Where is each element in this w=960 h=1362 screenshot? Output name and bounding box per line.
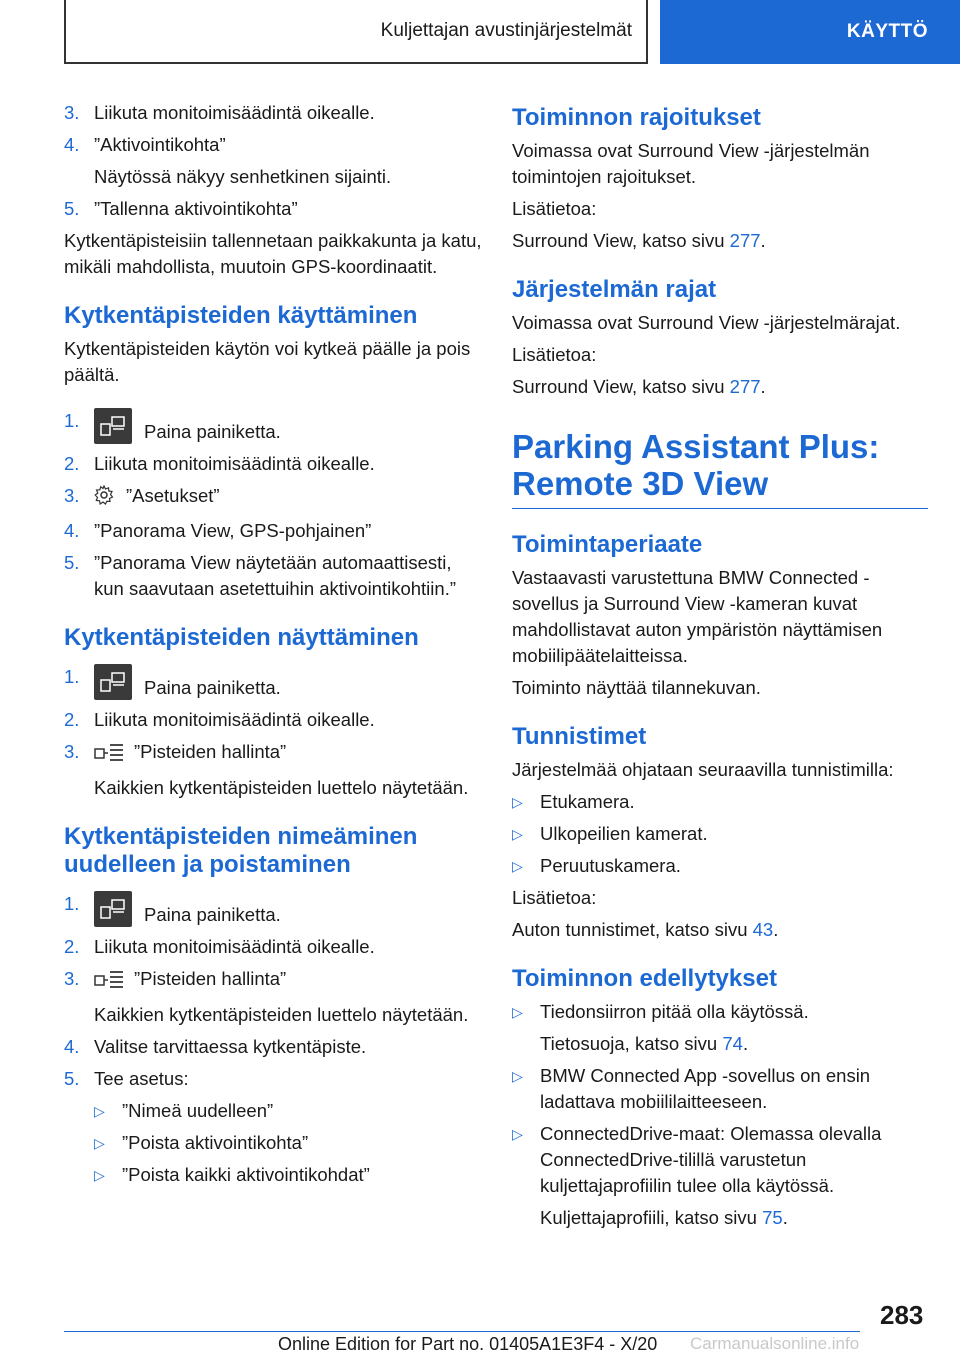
list-item: ▷ Peruutuskamera. — [512, 853, 928, 879]
page-link[interactable]: 75 — [762, 1207, 783, 1228]
paragraph: Voimassa ovat Surround View -järjestelmärajat. — [512, 312, 901, 333]
panorama-button-icon — [94, 664, 132, 700]
list-item: 1. Paina painiketta. — [64, 410, 281, 442]
page-link[interactable]: 277 — [729, 230, 761, 251]
list-item: ▷ Etukamera. — [512, 789, 928, 815]
paragraph: Lisätietoa: — [512, 887, 597, 908]
panorama-button-icon — [94, 891, 132, 927]
paragraph: Kytkentäpisteisiin tallennetaan paikkakunta ja katu, mikäli mahdollista, muutoin GPS-koordinaatit. — [64, 230, 482, 277]
section-heading: Toiminnon edellytykset — [512, 965, 777, 992]
step-note: Näytössä näkyy senhetkinen sijainti. — [94, 166, 392, 187]
triangle-bullet-icon: ▷ — [512, 1068, 523, 1084]
step-note: Kaikkien kytkentäpisteiden luettelo näytetään. — [94, 1004, 469, 1025]
page-link[interactable]: 74 — [722, 1033, 743, 1054]
page-link[interactable]: 277 — [729, 376, 761, 397]
list-item: 3. ”Pisteiden hallinta” — [64, 966, 482, 996]
section-heading: Kytkentäpisteiden näyttäminen — [64, 624, 419, 651]
section-heading: Toiminnon rajoitukset — [512, 104, 761, 131]
list-item: 4. ”Panorama View, GPS-pohjainen” — [64, 520, 372, 541]
paragraph: Lisätietoa: — [512, 198, 597, 219]
list-item: ▷ ”Poista aktivointikohta” — [64, 1130, 482, 1156]
list-item: 5. ”Tallenna aktivointikohta” — [64, 198, 298, 219]
cross-reference: Auton tunnistimet, katso sivu 43. — [512, 919, 779, 940]
list-item: ▷ BMW Connected App -sovellus on ensin ladattava mobiililaitteeseen. — [512, 1063, 928, 1115]
triangle-bullet-icon: ▷ — [512, 794, 523, 810]
paragraph: Voimassa ovat Surround View -järjestelmän toimintojen rajoitukset. — [512, 140, 870, 187]
panorama-button-icon — [94, 408, 132, 444]
header-tab[interactable]: KÄYTTÖ — [660, 0, 960, 64]
list-item: 2. Liikuta monitoimisäädintä oikealle. — [64, 709, 375, 730]
list-item: ▷ Tiedonsiirron pitää olla käytössä. — [512, 999, 928, 1025]
list-item: 2. Liikuta monitoimisäädintä oikealle. — [64, 936, 375, 957]
list-item: ▷ Ulkopeilien kamerat. — [512, 821, 928, 847]
list-item: ▷ ConnectedDrive-maat: Olemassa olevalla ConnectedDrive-tilillä varustetun kuljettajaprofiilin tulee olla käytössä. — [512, 1121, 928, 1199]
list-item: 5. ”Panorama View näytetään automaattisesti, kun saavutaan asetettuihin aktivointikohtiin.” — [64, 552, 456, 599]
watermark: Carmanualsonline.info — [690, 1334, 860, 1353]
section-heading: Toimintaperiaate — [512, 531, 703, 558]
list-item: 2. Liikuta monitoimisäädintä oikealle. — [64, 453, 375, 474]
paragraph: Toiminto näyttää tilannekuvan. — [512, 677, 761, 698]
footer-divider — [64, 1331, 860, 1332]
right-column — [512, 100, 928, 1237]
paragraph: Lisätietoa: — [512, 344, 597, 365]
section-heading: Kytkentäpisteiden käyttäminen — [64, 302, 418, 329]
left-column — [64, 100, 482, 1194]
paragraph: Kytkentäpisteiden käytön voi kytkeä päälle ja pois päältä. — [64, 338, 471, 385]
cross-reference: Kuljettajaprofiili, katso sivu 75. — [540, 1207, 788, 1228]
points-list-icon — [94, 969, 124, 996]
list-item: 4. ”Aktivointikohta” — [64, 134, 226, 155]
triangle-bullet-icon: ▷ — [94, 1103, 105, 1119]
section-heading: Järjestelmän rajat — [512, 276, 717, 303]
section-heading: Kytkentäpisteiden nimeäminen uudelleen ja poistaminen — [64, 823, 418, 878]
list-item: 3. ”Asetukset” — [64, 483, 482, 512]
chapter-heading: Parking Assistant Plus: Remote 3D View — [512, 428, 928, 509]
paragraph: Vastaavasti varustettuna BMW Connected -sovellus ja Surround View -kameran kuvat mahdollistavat auton ympäristön näyttämisen mobiilipäätelaitteissa. — [512, 567, 883, 666]
list-item: 4. Valitse tarvittaessa kytkentäpiste. — [64, 1036, 367, 1057]
cross-reference: Surround View, katso sivu 277. — [512, 376, 766, 397]
list-item: ▷ ”Nimeä uudelleen” — [64, 1098, 482, 1124]
gear-icon — [94, 485, 114, 512]
list-item: 1. Paina painiketta. — [64, 893, 281, 925]
triangle-bullet-icon: ▷ — [512, 858, 523, 874]
list-item: 3. ”Pisteiden hallinta” — [64, 739, 482, 769]
triangle-bullet-icon: ▷ — [94, 1135, 105, 1151]
footer-edition: Online Edition for Part no. 01405A1E3F4 - X/20 — [278, 1334, 658, 1354]
triangle-bullet-icon: ▷ — [94, 1167, 105, 1183]
header-section-title: Kuljettajan avustinjärjestelmät — [64, 0, 648, 64]
paragraph: Järjestelmää ohjataan seuraavilla tunnistimilla: — [512, 759, 894, 780]
step-note: Kaikkien kytkentäpisteiden luettelo näytetään. — [94, 777, 469, 798]
list-item: 1. Paina painiketta. — [64, 666, 281, 698]
list-item: 3. Liikuta monitoimisäädintä oikealle. — [64, 102, 375, 123]
triangle-bullet-icon: ▷ — [512, 826, 523, 842]
cross-reference: Tietosuoja, katso sivu 74. — [540, 1033, 749, 1054]
points-list-icon — [94, 742, 124, 769]
page-number: 283 — [880, 1300, 924, 1330]
cross-reference: Surround View, katso sivu 277. — [512, 230, 766, 251]
triangle-bullet-icon: ▷ — [512, 1004, 523, 1020]
list-item: 5. Tee asetus: — [64, 1068, 189, 1089]
page-link[interactable]: 43 — [752, 919, 774, 940]
section-heading: Tunnistimet — [512, 723, 647, 750]
list-item: ▷ ”Poista kaikki aktivointikohdat” — [64, 1162, 482, 1188]
triangle-bullet-icon: ▷ — [512, 1126, 523, 1142]
